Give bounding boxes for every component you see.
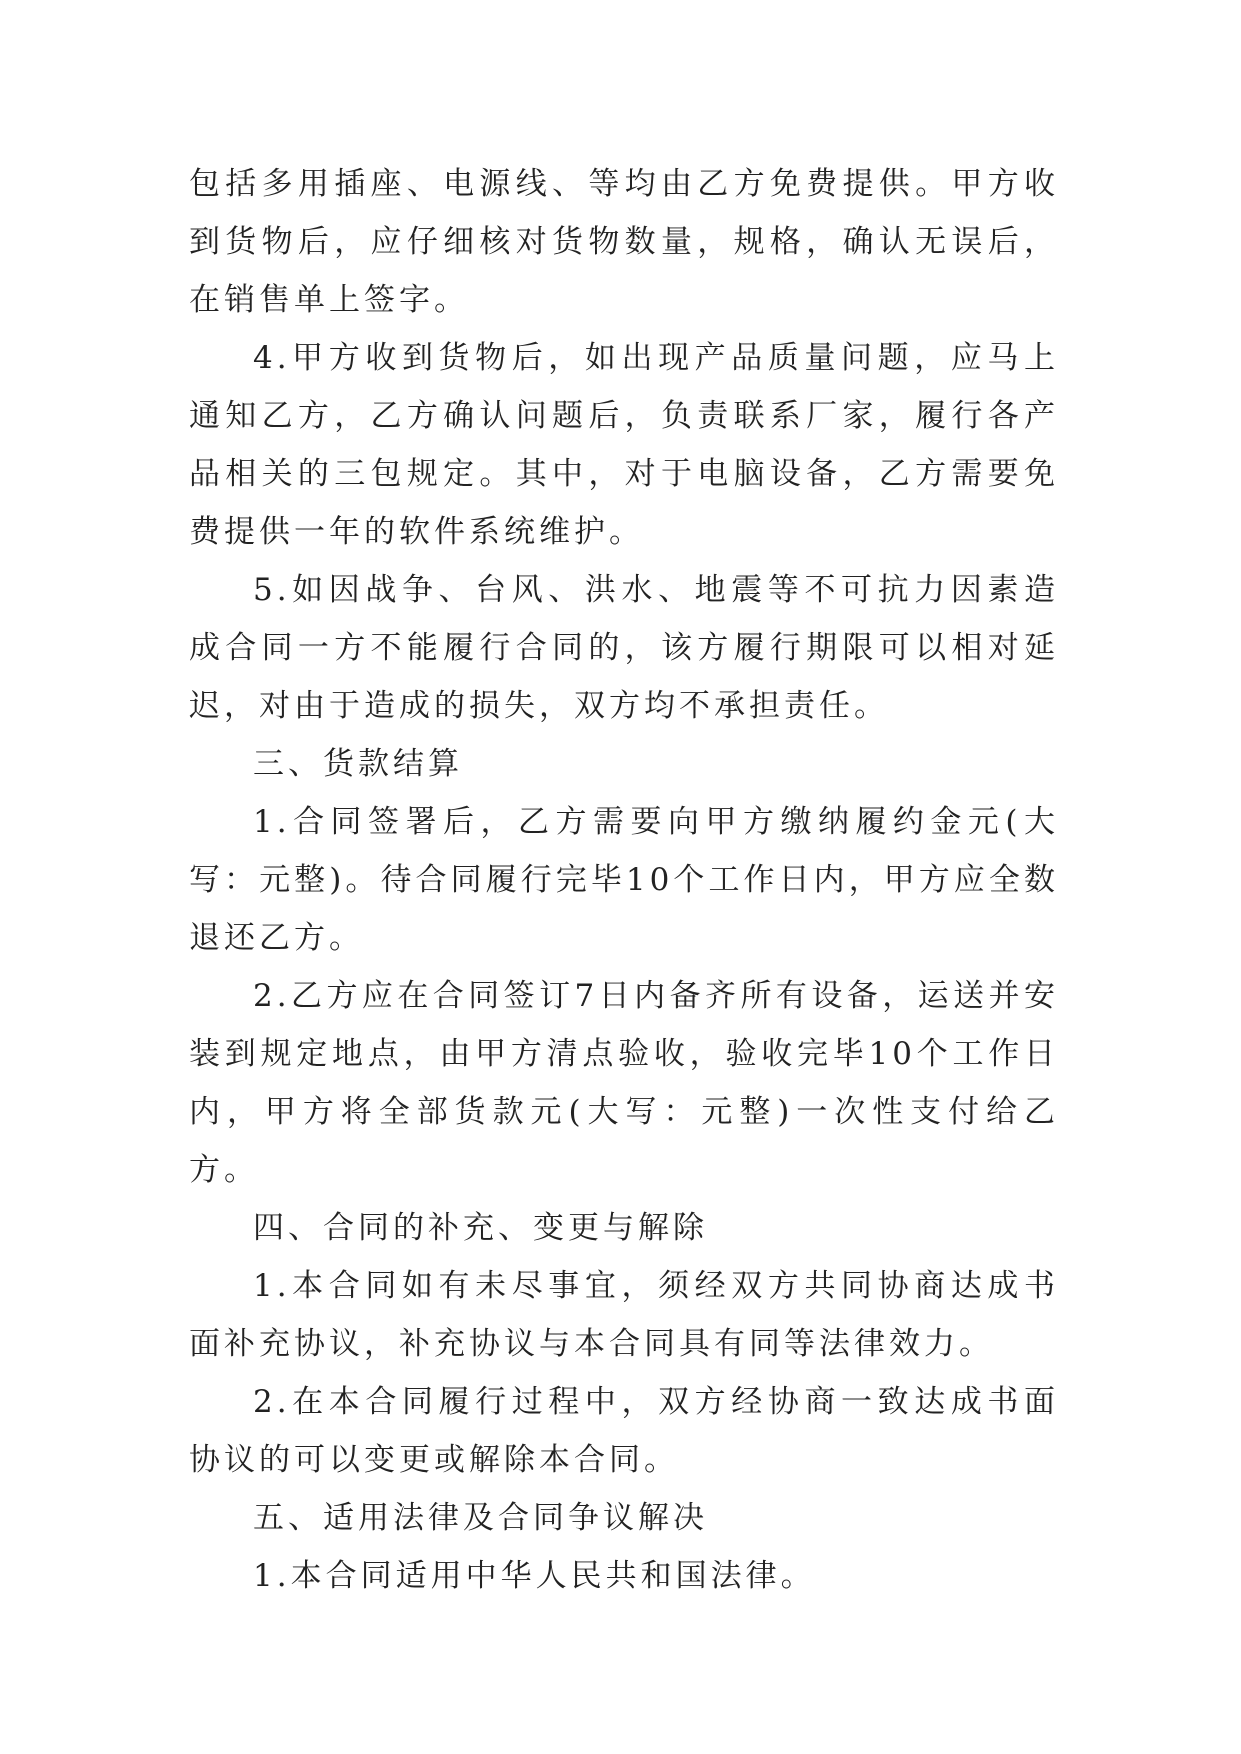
section-heading-3: 三、货款结算 [253, 746, 463, 782]
paragraph-5: 1.合同签署后，乙方需要向甲方缴纳履约金元(大写：元整)。待合同履行完毕10个工作日内，甲方应全数退还乙方。 [189, 804, 1059, 956]
paragraph-3: 5.如因战争、台风、洪水、地震等不可抗力因素造成合同一方不能履行合同的，该方履行期限可以相对延迟，对由于造成的损失，双方均不承担责任。 [189, 572, 1059, 724]
paragraph-1: 包括多用插座、电源线、等均由乙方免费提供。甲方收到货物后，应仔细核对货物数量，规格，确认无误后，在销售单上签字。 [189, 166, 1059, 318]
paragraph-6: 2.乙方应在合同签订7日内备齐所有设备，运送并安装到规定地点，由甲方清点验收，验收完毕10个工作日内，甲方将全部货款元(大写：元整)一次性支付给乙方。 [189, 978, 1059, 1188]
paragraph-8: 1.本合同如有未尽事宜，须经双方共同协商达成书面补充协议，补充协议与本合同具有同等法律效力。 [189, 1268, 1059, 1362]
paragraph-9: 2.在本合同履行过程中，双方经协商一致达成书面协议的可以变更或解除本合同。 [189, 1384, 1059, 1478]
section-heading-5: 五、适用法律及合同争议解决 [253, 1500, 708, 1536]
paragraph-11: 1.本合同适用中华人民共和国法律。 [253, 1558, 816, 1594]
section-heading-4: 四、合同的补充、变更与解除 [253, 1210, 708, 1246]
document-body [189, 155, 1059, 1605]
paragraph-2: 4.甲方收到货物后，如出现产品质量问题，应马上通知乙方，乙方确认问题后，负责联系厂家，履行各产品相关的三包规定。其中，对于电脑设备，乙方需要免费提供一年的软件系统维护。 [189, 340, 1059, 550]
